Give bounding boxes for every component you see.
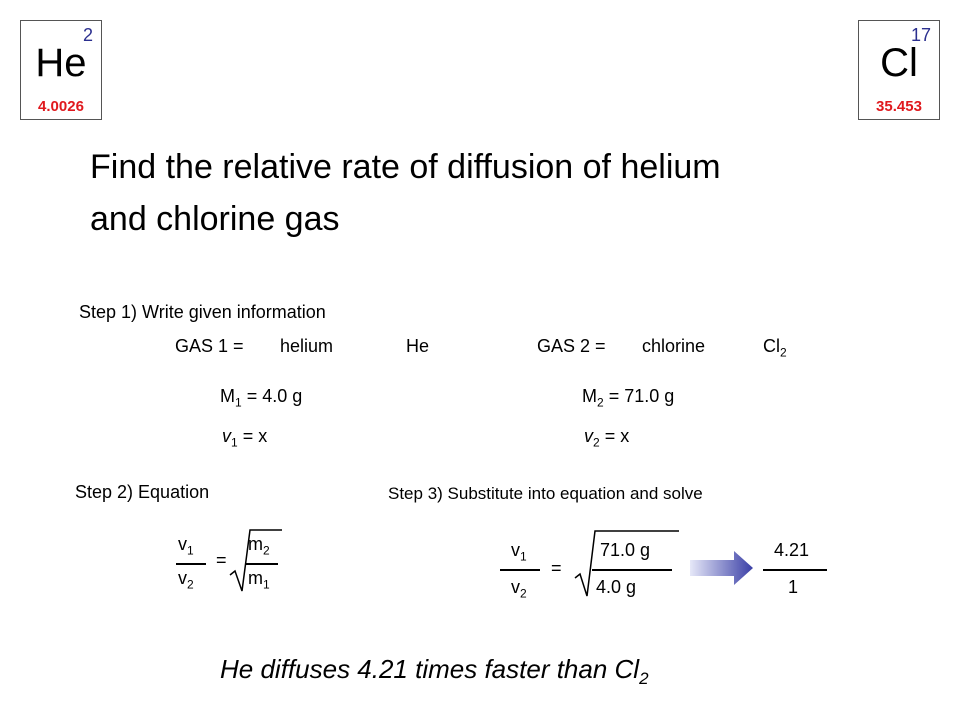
page-title-line2: and chlorine gas: [90, 200, 340, 238]
helium-atomic-mass: 4.0026: [38, 98, 84, 115]
equation-rhs-fraction-bar: [246, 563, 278, 565]
result-numerator: 4.21: [774, 540, 810, 560]
step3-rhs-numerator: 71.0 g: [600, 540, 651, 560]
gas2-label: GAS 2 =: [537, 336, 606, 356]
conclusion-text: He diffuses 4.21 times faster than $Cl_2$: [220, 654, 649, 689]
page-title-line1: Find the relative rate of diffusion of helium: [90, 148, 721, 186]
step3-equals-sign: =: [551, 558, 562, 578]
gas1-label: GAS 1 =: [175, 336, 244, 356]
equation-lhs-fraction-bar: [176, 563, 206, 565]
right-arrow-icon: [690, 550, 754, 586]
step3-rhs-denominator: 4.0 g: [596, 577, 637, 597]
step3-lhs-numerator: $v_1$: [511, 540, 527, 564]
result-fraction-bar: [763, 569, 827, 571]
gas1-formula: He: [406, 336, 430, 356]
m1-line: $M_1 = 4.0$ g: [220, 386, 303, 410]
m2-line: $M_2 = 71.0$ g: [582, 386, 675, 410]
equation-lhs-numerator: $v_1$: [178, 534, 194, 558]
equation-rhs-denominator: $m_1$: [248, 568, 270, 592]
step3-rhs-fraction-bar: [592, 569, 672, 571]
equation-equals-sign: =: [216, 550, 227, 570]
helium-element-tile: [20, 20, 102, 120]
gas2-name: chlorine: [642, 336, 706, 356]
equation-rhs-numerator: $m_2$: [248, 534, 270, 558]
chlorine-atomic-mass: 35.453: [876, 98, 922, 115]
result-denominator: 1: [788, 577, 799, 597]
equation-lhs-denominator: $v_2$: [178, 568, 194, 592]
chlorine-element-tile: [858, 20, 940, 120]
step3-lhs-fraction-bar: [500, 569, 540, 571]
gas2-formula: $Cl_2$: [763, 336, 787, 360]
step3-lhs-denominator: $v_2$: [511, 577, 527, 601]
v1-line: $v_1 = x$: [222, 426, 268, 450]
step2-heading: Step 2) Equation: [75, 482, 210, 502]
helium-symbol: He: [35, 41, 87, 85]
v2-line: $v_2 = x$: [584, 426, 630, 450]
step3-heading: Step 3) Substitute into equation and solve: [388, 484, 703, 503]
gas1-name: helium: [280, 336, 334, 356]
chlorine-atomic-number: 17: [910, 25, 931, 45]
chlorine-symbol: Cl: [880, 41, 918, 85]
helium-atomic-number: 2: [82, 25, 93, 45]
step1-heading: Step 1) Write given information: [79, 302, 326, 322]
